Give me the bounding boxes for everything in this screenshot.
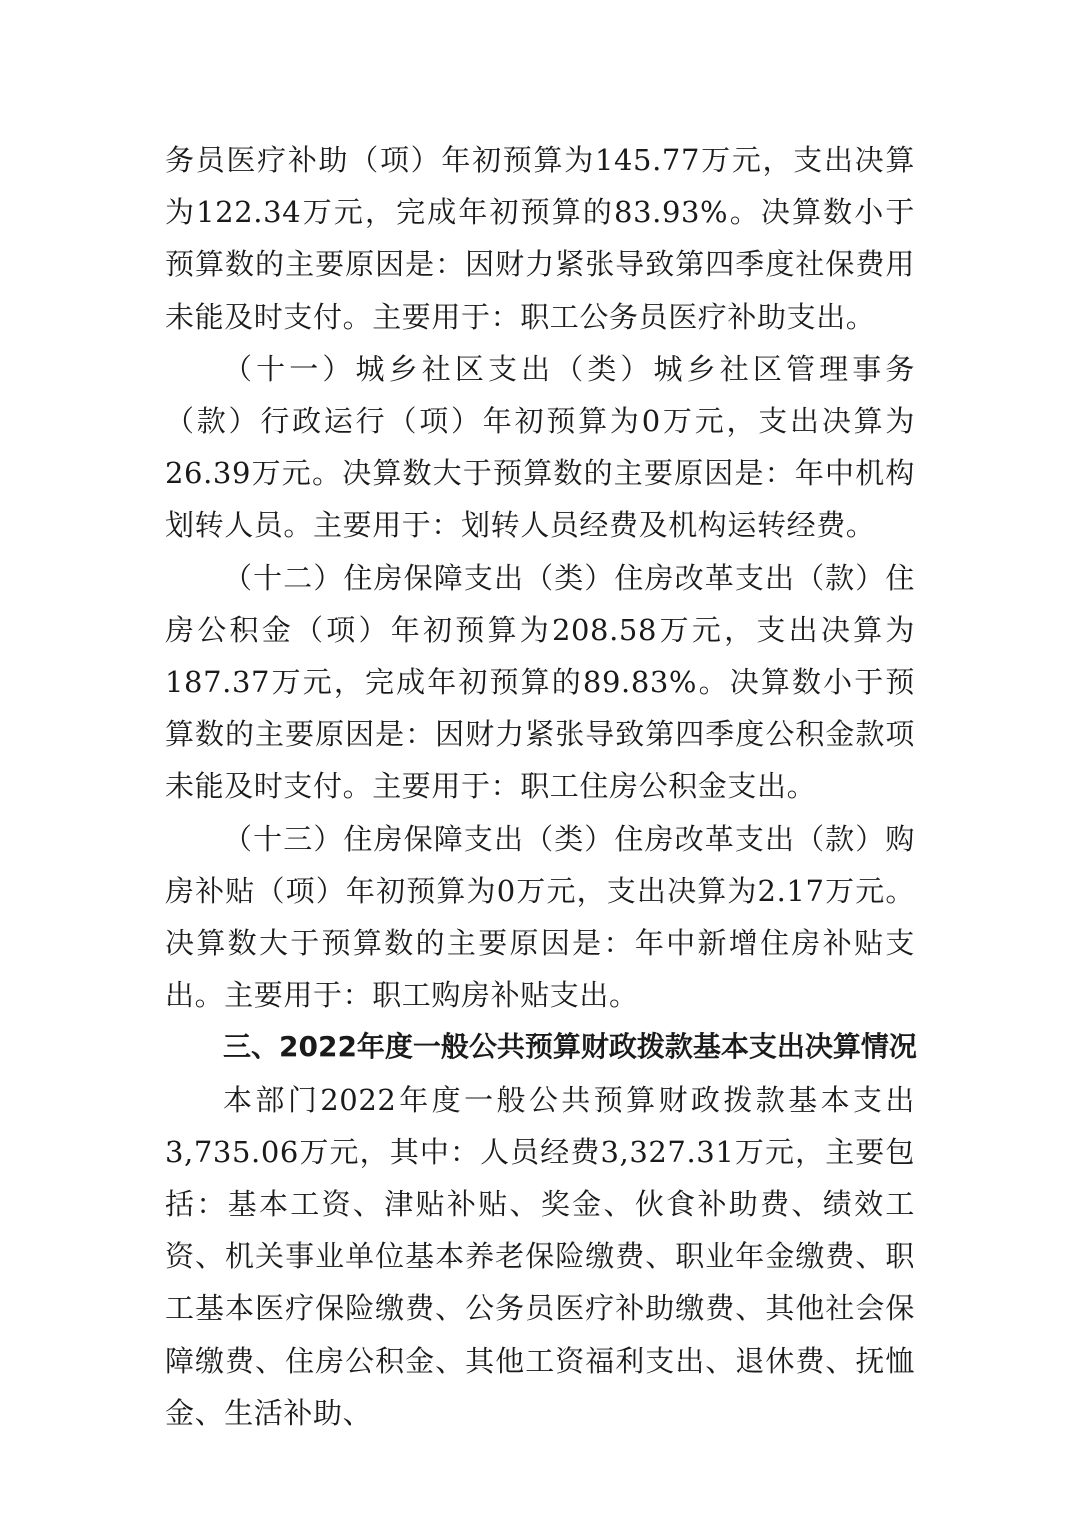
section-heading: 三、2022年度一般公共预算财政拨款基本支出决算情况 [223, 1030, 917, 1064]
paragraph-basic-expenditure: 本部门2022年度一般公共预算财政拨款基本支出3,735.06万元，其中：人员经费3,327.31万元，主要包括：基本工资、津贴补贴、奖金、伙食补助费、绩效工资、机关事业单位基本养老保险缴费、职业年金缴费、职工基本医疗保险缴费、公务员医疗补助缴费、其他社会保障缴费、住房公积金、其他工资福利支出、退休费、抚恤金、生活补助、 [165, 1082, 915, 1430]
paragraph-urban-rural-community: （十一）城乡社区支出（类）城乡社区管理事务（款）行政运行（项）年初预算为0万元，支出决算为26.39万元。决算数大于预算数的主要原因是：年中机构划转人员。主要用于：划转人员经费及机构运转经费。 [165, 351, 915, 543]
paragraph-housing-purchase-subsidy: （十三）住房保障支出（类）住房改革支出（款）购房补贴（项）年初预算为0万元，支出决算为2.17万元。决算数大于预算数的主要原因是：年中新增住房补贴支出。主要用于：职工购房补贴支出。 [165, 821, 915, 1013]
paragraph-housing-provident-fund: （十二）住房保障支出（类）住房改革支出（款）住房公积金（项）年初预算为208.58万元，支出决算为187.37万元，完成年初预算的89.83%。决算数小于预算数的主要原因是：因财力紧张导致第四季度公积金款项未能及时支付。主要用于：职工住房公积金支出。 [165, 560, 915, 804]
paragraph-medical-subsidy: 务员医疗补助（项）年初预算为145.77万元，支出决算为122.34万元，完成年初预算的83.93%。决算数小于预算数的主要原因是：因财力紧张导致第四季度社保费用未能及时支付。主要用于：职工公务员医疗补助支出。 [165, 143, 915, 334]
document-page [165, 134, 915, 1439]
